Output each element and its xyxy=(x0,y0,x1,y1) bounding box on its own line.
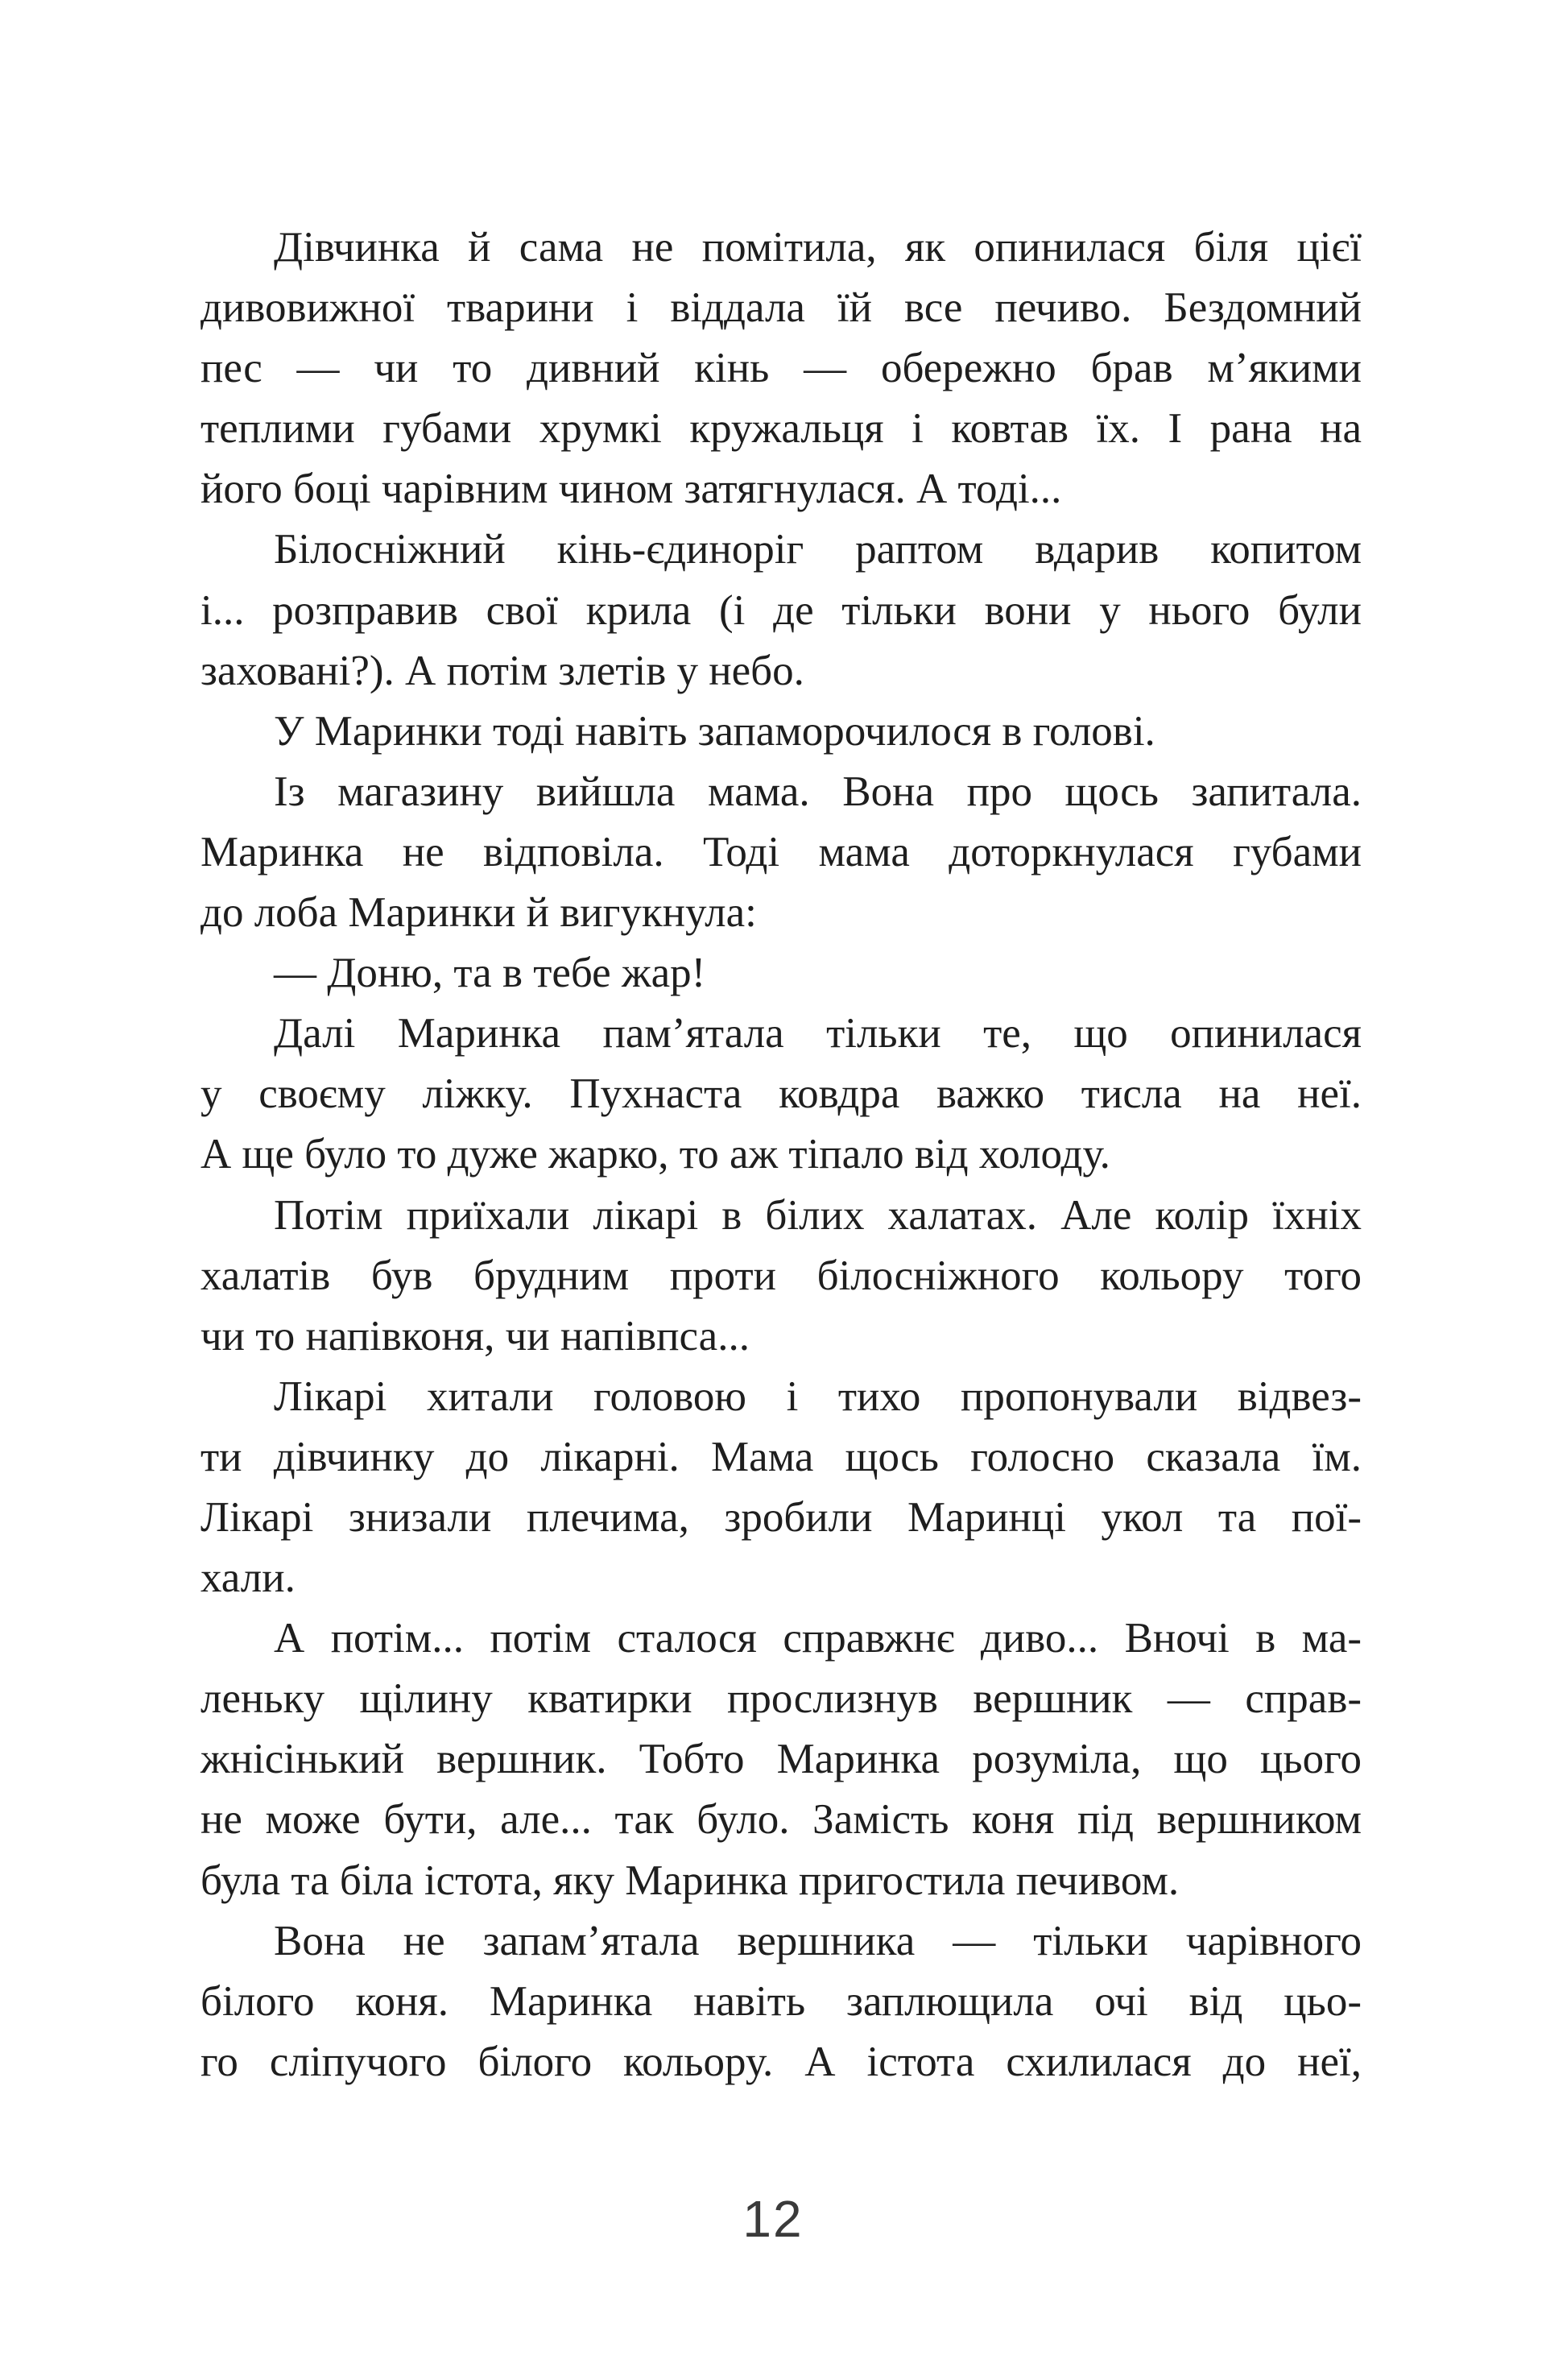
text-line: Маринка не відповіла. Тоді мама доторкнулася губами xyxy=(200,828,1362,875)
text-line: халатів був брудним проти білосніжного кольору того xyxy=(200,1252,1362,1299)
body-text xyxy=(200,217,1362,2092)
text-line: заховані?). А потім злетів у небо. xyxy=(200,647,804,694)
text-line: білого коня. Маринка навіть заплющила очі від цьо- xyxy=(200,1977,1362,2025)
text-line: Лікарі знизали плечима, зробили Маринці укол та пої- xyxy=(200,1493,1362,1541)
text-line: — Доню, та в тебе жар! xyxy=(274,950,706,997)
text-line: Лікарі хитали головою і тихо пропонували відвез- xyxy=(274,1372,1362,1420)
text-line: теплими губами хрумкі кружальця і ковтав їх. І рана на xyxy=(200,405,1362,453)
text-line: У Маринки тоді навіть запаморочилося в голові. xyxy=(274,707,1155,755)
text-line: Дівчинка й сама не помітила, як опинилася біля цієї xyxy=(274,224,1362,271)
text-line: Далі Маринка пам’ятала тільки те, що опинилася xyxy=(274,1010,1362,1058)
text-line: жнісінький вершник. Тобто Маринка розуміла, що цього xyxy=(200,1736,1362,1783)
text-line: дивовижної тварини і віддала їй все печиво. Бездомний xyxy=(200,284,1362,332)
text-line: чи то напівконя, чи напівпса... xyxy=(200,1312,750,1360)
text-line: ти дівчинку до лікарні. Мама щось голосно сказала їм. xyxy=(200,1433,1362,1480)
text-line: до лоба Маринки й вигукнула: xyxy=(200,889,757,937)
text-line: у своєму ліжку. Пухнаста ковдра важко тисла на неї. xyxy=(200,1070,1362,1118)
text-line: А потім... потім сталося справжнє диво... Вночі в ма- xyxy=(274,1615,1362,1662)
text-line: леньку щілину кватирки прослизнув вершник — справ- xyxy=(200,1675,1362,1723)
text-line: Вона не запам’ятала вершника — тільки чарівного xyxy=(274,1917,1362,1964)
text-line: Потім приїхали лікарі в білих халатах. Але колір їхніх xyxy=(274,1191,1362,1239)
text-line: пес — чи то дивний кінь — обережно брав м’якими xyxy=(200,345,1362,392)
text-line: і... розправив свої крила (і де тільки вони у нього були xyxy=(200,586,1362,634)
text-line: була та біла істота, яку Маринка пригостила печивом. xyxy=(200,1856,1180,1904)
text-line: не може бути, але... так було. Замість коня під вершником xyxy=(200,1796,1362,1844)
text-line: його боці чарівним чином затягнулася. А тоді... xyxy=(200,466,1062,513)
text-line: А ще було то дуже жарко, то аж тіпало від холоду. xyxy=(200,1131,1110,1178)
text-line: хали. xyxy=(200,1554,296,1602)
text-line: Білосніжний кінь-єдиноріг раптом вдарив копитом xyxy=(274,526,1362,573)
text-line: го сліпучого білого кольору. А істота схилилася до неї, xyxy=(200,2038,1362,2085)
text-line: Із магазину вийшла мама. Вона про щось запитала. xyxy=(274,768,1362,815)
page-number: 12 xyxy=(742,2190,804,2248)
